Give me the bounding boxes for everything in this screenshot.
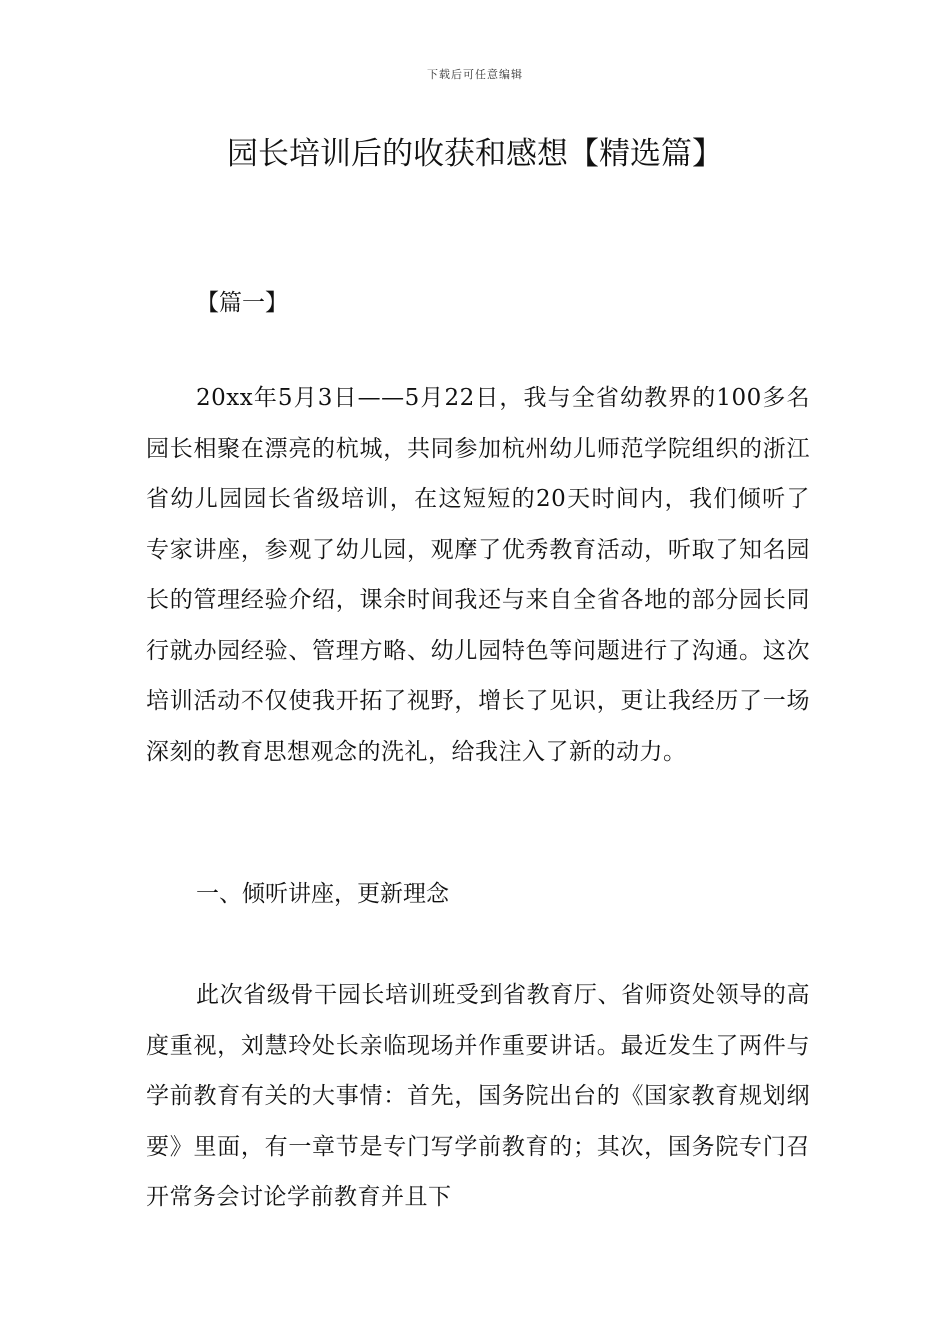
- body-paragraph-2: 此次省级骨干园长培训班受到省教育厅、省师资处领导的高度重视，刘慧玲处长亲临现场并作重要讲话。最近发生了两件与学前教育有关的大事情：首先，国务院出台的《国家教育规划纲要》里面，有一章节是专门写学前教育的；其次，国务院专门召开常务会讨论学前教育并且下: [146, 982, 810, 1210]
- document-title: 园长培训后的收获和感想【精选篇】: [227, 136, 723, 172]
- body-paragraph-1: 20xx年5月3日——5月22日，我与全省幼教界的100多名园长相聚在漂亮的杭城，共同参加杭州幼儿师范学院组织的浙江省幼儿园园长省级培训，在这短短的20天时间内，我们倾听了专家讲座，参观了幼儿园，观摩了优秀教育活动，听取了知名园长的管理经验介绍，课余时间我还与来自全省各地的部分园长同行就办园经验、管理方略、幼儿园特色等问题进行了沟通。这次培训活动不仅使我开拓了视野，增长了见识，更让我经历了一场深刻的教育思想观念的洗礼，给我注入了新的动力。: [146, 385, 810, 765]
- section-label: 【篇一】: [196, 290, 288, 316]
- subheading-1: 一、倾听讲座，更新理念: [196, 881, 449, 907]
- page-header-note: 下载后可任意编辑: [427, 68, 523, 81]
